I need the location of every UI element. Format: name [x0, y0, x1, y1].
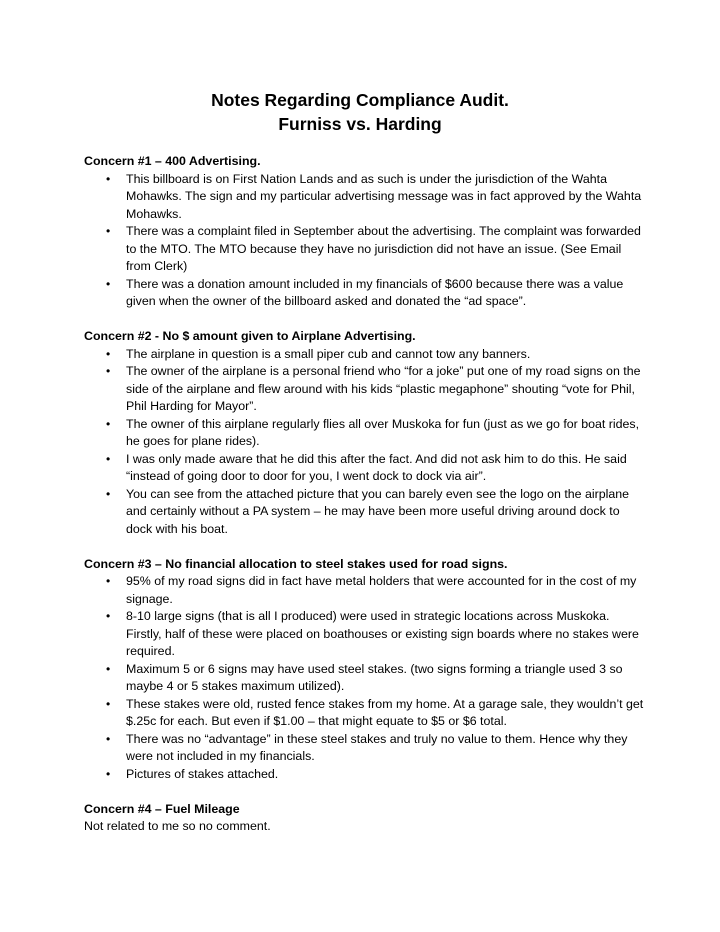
- list-item: [106, 451, 644, 486]
- concern-1-heading: Concern #1 – 400 Advertising.: [84, 154, 261, 168]
- bullet-icon: •: [106, 451, 111, 466]
- list-item-text: There was a donation amount included in my financials of $600 because there was a value given when the owner of the billboard asked and donated the “ad space”.: [126, 276, 624, 308]
- list-item: [106, 573, 644, 608]
- concern-4-heading: Concern #4 – Fuel Mileage: [84, 801, 240, 816]
- bullet-icon: •: [106, 609, 111, 623]
- bullet-icon: •: [106, 416, 111, 431]
- concern-2-heading: Concern #2 - No $ amount given to Airplane Advertising.: [84, 329, 416, 343]
- bullet-icon: •: [106, 766, 111, 781]
- concern-2-list: [84, 346, 644, 539]
- concern-1-section: [84, 153, 644, 311]
- concern-2-section: [84, 328, 644, 538]
- bullet-icon: •: [106, 364, 111, 378]
- list-item-text: There was no “advantage” in these steel stakes and truly no value to them. Hence why they were not included in my financials.: [126, 731, 628, 763]
- list-item-text: The owner of this airplane regularly flies all over Muskoka for fun (just as we go for boat rides, he goes for plane rides).: [126, 416, 640, 448]
- list-item-text: These stakes were old, rusted fence stakes from my home. At a garage sale, they wouldn’t get $.25c for each. But even if $1.00 – that might equate to $5 or $6 total.: [126, 696, 644, 728]
- concern-1-list: [84, 171, 644, 311]
- list-item-text: 95% of my road signs did in fact have metal holders that were accounted for in the cost of my signage.: [126, 574, 637, 606]
- list-item: [106, 731, 644, 766]
- concern-4-section: [84, 801, 644, 836]
- list-item: [106, 223, 644, 276]
- list-item: [106, 486, 644, 539]
- concern-3-list: [84, 573, 644, 783]
- bullet-icon: •: [106, 574, 111, 588]
- bullet-icon: •: [106, 171, 111, 186]
- list-item-text: Pictures of stakes attached.: [126, 766, 279, 781]
- concern-4-text: Not related to me so no comment.: [84, 819, 271, 833]
- list-item-text: 8-10 large signs (that is all I produced) were used in strategic locations across Muskoka. Firstly, half of these were placed on boathouses or existing sign boards where no stakes were required.: [126, 609, 639, 658]
- bullet-icon: •: [106, 486, 111, 501]
- list-item-text: Maximum 5 or 6 signs may have used steel stakes. (two signs forming a triangle used 3 so maybe 4 or 5 stakes maximum utilized).: [126, 661, 623, 693]
- list-item: [106, 171, 644, 224]
- title-line-1: Notes Regarding Compliance Audit.: [211, 90, 509, 110]
- list-item-text: This billboard is on First Nation Lands and as such is under the jurisdiction of the Wahta Mohawks. The sign and my particular advertising message was in fact approved by the Wahta Mohawks.: [126, 171, 642, 221]
- bullet-icon: •: [106, 346, 111, 361]
- list-item-text: There was a complaint filed in September about the advertising. The complaint was forwarded to the MTO. The MTO because they have no jurisdiction did not have an issue. (See Email from Clerk): [126, 224, 641, 273]
- bullet-icon: •: [106, 276, 111, 291]
- list-item: [106, 363, 644, 416]
- list-item-text: You can see from the attached picture that you can barely even see the logo on the airplane and certainly without a PA system – he may have been more useful driving around dock to dock with his boat.: [126, 486, 630, 536]
- list-item: [106, 661, 644, 696]
- document-title: [0, 88, 720, 136]
- list-item: [106, 276, 644, 311]
- list-item: [106, 696, 644, 731]
- list-item: [106, 766, 644, 784]
- bullet-icon: •: [106, 224, 111, 238]
- list-item-text: I was only made aware that he did this after the fact. And did not ask him to do this. He said “instead of going door to door for you, I went dock to dock via air”.: [126, 451, 627, 483]
- concern-3-section: [84, 556, 644, 784]
- bullet-icon: •: [106, 696, 111, 711]
- list-item: [106, 416, 644, 451]
- list-item-text: The airplane in question is a small piper cub and cannot tow any banners.: [126, 346, 531, 361]
- concern-3-heading: Concern #3 – No financial allocation to steel stakes used for road signs.: [84, 556, 508, 571]
- document-body: [84, 153, 644, 853]
- title-line-2: Furniss vs. Harding: [278, 114, 442, 134]
- bullet-icon: •: [106, 731, 111, 746]
- list-item-text: The owner of the airplane is a personal friend who “for a joke” put one of my road signs on the side of the airplane and flew around with his kids “plastic megaphone” shouting “vote for Phil, Phil Harding for Mayor”.: [126, 364, 641, 413]
- bullet-icon: •: [106, 661, 111, 676]
- list-item: [106, 346, 644, 364]
- list-item: [106, 608, 644, 661]
